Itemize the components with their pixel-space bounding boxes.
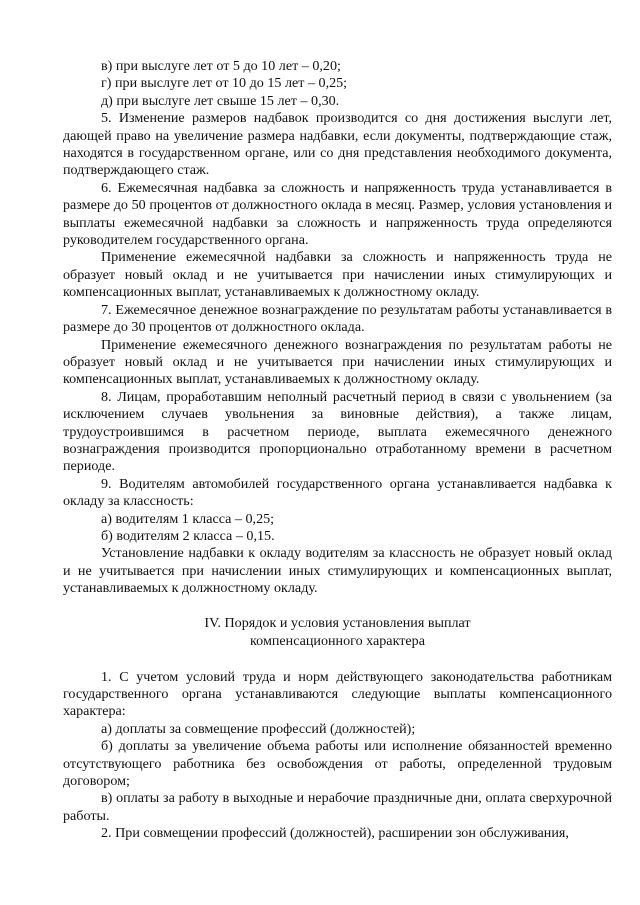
list-item-d: д) при выслуге лет свыше 15 лет – 0,30. bbox=[101, 92, 340, 109]
section-heading bbox=[63, 614, 612, 650]
paragraph-7: 7. Ежемесячное денежное вознаграждение по результатам работы устанавливается в размере до 30 процентов от должностного оклада. bbox=[63, 301, 612, 336]
list-item-b-drivers: б) водителям 2 класса – 0,15. bbox=[101, 527, 275, 544]
paragraph-5: 5. Изменение размеров надбавок производится со дня достижения выслуги лет, дающей право на увеличение размера надбавки, если документы, подтверждающие стаж, находятся в государственном органе, или со дня представления необходимого документа, подтверждающего стаж. bbox=[63, 110, 612, 179]
paragraph-6: 6. Ежемесячная надбавка за сложность и напряженность труда устанавливается в размере до 50 процентов от должностного оклада в месяц. Размер, условия установления и выплаты ежемесячной надбавки за сложность и напряженность труда определяются руководителем государственного органа. bbox=[63, 179, 612, 249]
section4-paragraph-1: 1. С учетом условий труда и норм действующего законодательства работникам государственного органа устанавливаются следующие выплаты компенсационного характера: bbox=[63, 668, 612, 720]
list-item-a-combining: а) доплаты за совмещение профессий (должностей); bbox=[101, 720, 416, 737]
section-heading-line-2: компенсационного характера bbox=[250, 632, 425, 649]
document-page bbox=[63, 58, 612, 843]
list-item-v-weekend: в) оплаты за работу в выходные и нерабочие праздничные дни, оплата сверхурочной работы. bbox=[63, 790, 612, 824]
section4-paragraph-2: 2. При совмещении профессий (должностей), расширении зон обслуживания, bbox=[101, 825, 569, 842]
list-item-v: в) при выслуге лет от 5 до 10 лет – 0,20; bbox=[101, 58, 341, 74]
list-item-a-drivers: а) водителям 1 класса – 0,25; bbox=[101, 510, 275, 527]
paragraph-8: 8. Лицам, проработавшим неполный расчетный период в связи с увольнением (за исключением случаев увольнения за виновные действия), а также лицам, трудоустроившимся в расчетном периоде, выплата ежемесячного денежного вознаграждения производится пропорционально отработанному времени в расчетном периоде. bbox=[63, 388, 612, 475]
list-item-b-workload: б) доплаты за увеличение объема работы или исполнение обязанностей временно отсутствующего работника без освобождения от работы, определенной трудовым договором; bbox=[63, 738, 612, 790]
section-heading-line-1: IV. Порядок и условия установления выплат bbox=[204, 614, 471, 631]
paragraph-6-application: Применение ежемесячной надбавки за сложность и напряженность труда не образует новый оклад и не учитывается при начислении иных стимулирующих и компенсационных выплат, устанавливаемых к должностному окладу. bbox=[63, 249, 612, 301]
paragraph-7-application: Применение ежемесячного денежного вознаграждения по результатам работы не образует новый оклад и не учитывается при начислении иных стимулирующих и компенсационных выплат, устанавливаемых к должностному окладу. bbox=[63, 336, 612, 388]
paragraph-9-application: Установление надбавки к окладу водителям за классность не образует новый оклад и не учитывается при начислении иных стимулирующих и компенсационных выплат, устанавливаемых к должностному окладу. bbox=[63, 545, 612, 597]
list-item-g: г) при выслуге лет от 10 до 15 лет – 0,25; bbox=[101, 75, 348, 92]
paragraph-9: 9. Водителям автомобилей государственного органа устанавливается надбавка к окладу за классность: bbox=[63, 475, 612, 510]
